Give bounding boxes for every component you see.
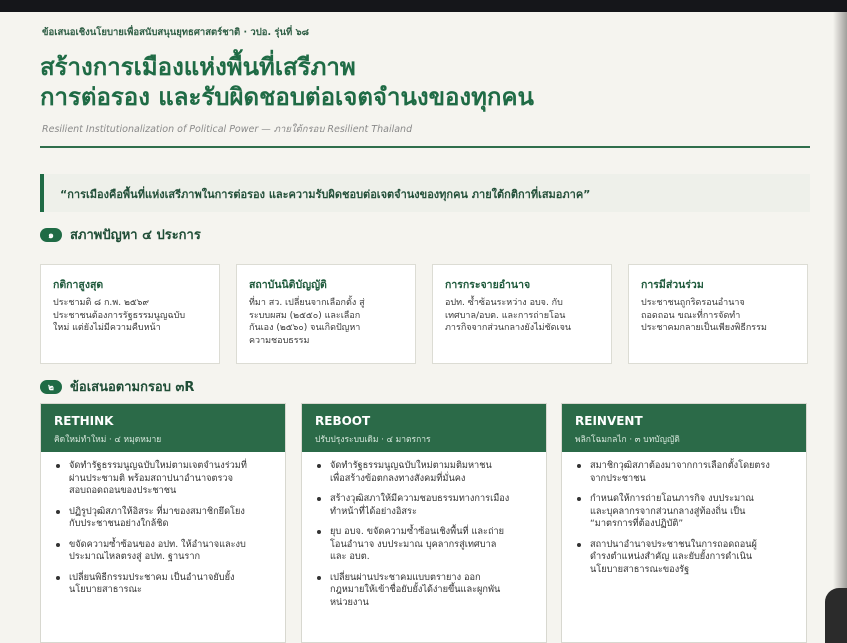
proposal-line: สอบถอดถอนของประชาชน	[69, 485, 177, 496]
problem-line: กันเอง (๒๕๖๐) จนเกิดปัญหา	[249, 323, 361, 333]
screen-edge-shadow	[833, 12, 847, 643]
proposal-line: ขจัดความซ้ำซ้อนของ อปท. ให้อำนาจและงบ	[69, 538, 246, 550]
proposal-item	[562, 539, 806, 577]
proposal-line: เปลี่ยนผ่านประชาคมแบบตรายาง ออก	[330, 571, 481, 583]
section-1-title: สภาพปัญหา ๔ ประการ	[70, 228, 201, 243]
problem-line: ใหม่ แต่ยังไม่มีความคืบหน้า	[53, 323, 161, 333]
proposal-item	[562, 493, 806, 531]
proposal-column-rethink	[40, 403, 286, 643]
proposal-title: RETHINK	[54, 414, 114, 428]
proposal-line: และบุคลากรจากส่วนกลางสู่ท้องถิ่น เป็น	[590, 505, 746, 517]
section-2-number-badge: ๒	[40, 380, 62, 394]
problem-card-body	[445, 297, 605, 335]
proposal-line: ประมาณไหลตรงสู่ อปท. ฐานราก	[69, 551, 201, 562]
page-title	[40, 52, 534, 112]
proposal-item	[41, 539, 285, 564]
proposal-line: ปฏิรูปวุฒิสภาให้อิสระ ที่มาของสมาชิกยึดโยง	[69, 505, 245, 517]
proposal-subtitle: ปรับปรุงระบบเดิม · ๔ มาตรการ	[315, 435, 431, 445]
proposal-line: เปลี่ยนพิธีกรรมประชาคม เป็นอำนาจยับยั้ง	[69, 571, 235, 583]
title-divider	[40, 146, 810, 148]
problem-line: ประชามติ ๘ ก.พ. ๒๕๖๙	[53, 298, 149, 308]
proposal-list	[302, 460, 546, 617]
proposal-line: ดำรงตำแหน่งสำคัญ และยับยั้งการดำเนิน	[590, 551, 753, 562]
quote-text: “การเมืองคือพื้นที่แห่งเสรีภาพในการต่อรอง และความรับผิดชอบต่อเจตจำนงของทุกคน ภายใต้กติกาที่เสมอภาค”	[60, 188, 591, 201]
problem-line: ความชอบธรรม	[249, 335, 310, 346]
problem-card-participation	[628, 264, 808, 364]
section-2-title: ข้อเสนอตามกรอบ ๓R	[70, 380, 195, 395]
proposal-item	[41, 572, 285, 597]
proposal-item	[41, 506, 285, 531]
proposal-line: จัดทำรัฐธรรมนูญฉบับใหม่ตามมติมหาชน	[330, 460, 492, 471]
proposal-line: เพื่อสร้างข้อตกลงทางสังคมที่มั่นคง	[330, 472, 466, 484]
proposal-line: กฎหมายให้เข้าชื่อยับยั้งได้ง่ายขึ้นและผูกพัน	[330, 584, 501, 595]
proposal-header	[562, 404, 806, 452]
problem-line: เทศบาล/อบต. และการถ่ายโอน	[445, 310, 566, 321]
proposal-line: “มาตรการที่ต้องปฏิบัติ”	[590, 518, 684, 529]
proposal-subtitle: คิดใหม่ทำใหม่ · ๔ หมุดหมาย	[54, 435, 162, 445]
problem-line: ระบบผสม (๒๕๕๐) และเลือก	[249, 310, 361, 321]
problem-card-body	[53, 297, 213, 335]
kicker-text: ข้อเสนอเชิงนโยบายเพื่อสนับสนุนยุทธศาสตร์ชาติ · วปอ. รุ่นที่ ๖๘	[42, 27, 309, 38]
proposal-line: สมาชิกวุฒิสภาต้องมาจากการเลือกตั้งโดยตรง	[590, 460, 770, 471]
proposal-column-reinvent	[561, 403, 807, 643]
corner-overlay	[825, 588, 847, 643]
problem-card-legislature	[236, 264, 416, 364]
proposal-title: REBOOT	[315, 414, 371, 428]
proposal-line: ผ่านประชามติ พร้อมสถาปนาอำนาจตรวจ	[69, 472, 233, 484]
problem-line: อปท. ซ้ำซ้อนระหว่าง อบจ. กับ	[445, 298, 563, 308]
proposal-item	[302, 572, 546, 610]
problem-card-title: สถาบันนิติบัญญัติ	[249, 279, 327, 291]
quote-box	[40, 174, 810, 212]
proposal-item	[302, 493, 546, 518]
proposal-line: จัดทำรัฐธรรมนูญฉบับใหม่ตามเจตจำนงร่วมที่	[69, 460, 247, 471]
proposal-line: นโยบายสาธารณะของรัฐ	[590, 563, 690, 575]
proposal-list	[41, 460, 285, 605]
proposal-item	[302, 460, 546, 485]
proposal-line: ยุบ อบจ. ขจัดความซ้ำซ้อนเชิงพื้นที่ และถ่าย	[330, 526, 505, 537]
section-1-number-badge: ๑	[40, 228, 62, 242]
proposal-line: นโยบายสาธารณะ	[69, 584, 142, 595]
proposal-title: REINVENT	[575, 414, 643, 428]
proposal-item	[562, 460, 806, 485]
problem-line: ประชาชนต้องการรัฐธรรมนูญฉบับ	[53, 310, 186, 321]
proposal-header	[302, 404, 546, 452]
problem-card-title: การกระจายอำนาจ	[445, 279, 531, 291]
problem-line: ภารกิจจากส่วนกลางยังไม่ชัดเจน	[445, 323, 572, 333]
proposal-list	[562, 460, 806, 584]
proposal-item	[302, 526, 546, 564]
proposal-item	[41, 460, 285, 498]
proposal-line: จากประชาชน	[590, 472, 646, 484]
proposal-header	[41, 404, 285, 452]
proposal-line: หน่วยงาน	[330, 596, 369, 608]
problem-line: ประชาชนถูกริดรอนอำนาจ	[641, 298, 745, 308]
section-1-heading	[40, 224, 201, 245]
proposal-line: สถาปนาอำนาจประชาชนในการถอดถอนผู้	[590, 538, 757, 550]
problem-card-body	[641, 297, 801, 335]
proposal-line: ทำหน้าที่ได้อย่างอิสระ	[330, 505, 417, 517]
page-subtitle: Resilient Institutionalization of Political Power — ภายใต้กรอบ Resilient Thailand	[42, 124, 413, 135]
proposal-line: และ อบต.	[330, 551, 370, 562]
title-line-2: การต่อรอง และรับผิดชอบต่อเจตจำนงของทุกคน	[40, 83, 534, 111]
problem-line: ที่มา สว. เปลี่ยนจากเลือกตั้ง สู่	[249, 298, 365, 308]
problem-card-supreme-rules	[40, 264, 220, 364]
problem-card-title: กติกาสูงสุด	[53, 279, 104, 291]
problem-card-decentralization	[432, 264, 612, 364]
proposal-line: โอนอำนาจ งบประมาณ บุคลากรสู่เทศบาล	[330, 538, 497, 550]
proposal-line: กำหนดให้การถ่ายโอนภารกิจ งบประมาณ	[590, 493, 754, 504]
window-top-bar	[0, 0, 847, 12]
proposal-line: กับประชาชนอย่างใกล้ชิด	[69, 518, 169, 529]
problem-card-title: การมีส่วนร่วม	[641, 279, 704, 291]
proposal-subtitle: พลิกโฉมกลไก · ๓ บทบัญญัติ	[575, 435, 680, 445]
section-2-heading	[40, 376, 194, 397]
title-line-1: สร้างการเมืองแห่งพื้นที่เสรีภาพ	[40, 53, 356, 81]
proposal-column-reboot	[301, 403, 547, 643]
proposal-line: สร้างวุฒิสภาให้มีความชอบธรรมทางการเมือง	[330, 493, 510, 504]
problem-card-body	[249, 297, 409, 347]
problem-line: ถอดถอน ขณะที่การจัดทำ	[641, 310, 741, 321]
problem-line: ประชาคมกลายเป็นเพียงพิธีกรรม	[641, 323, 767, 333]
